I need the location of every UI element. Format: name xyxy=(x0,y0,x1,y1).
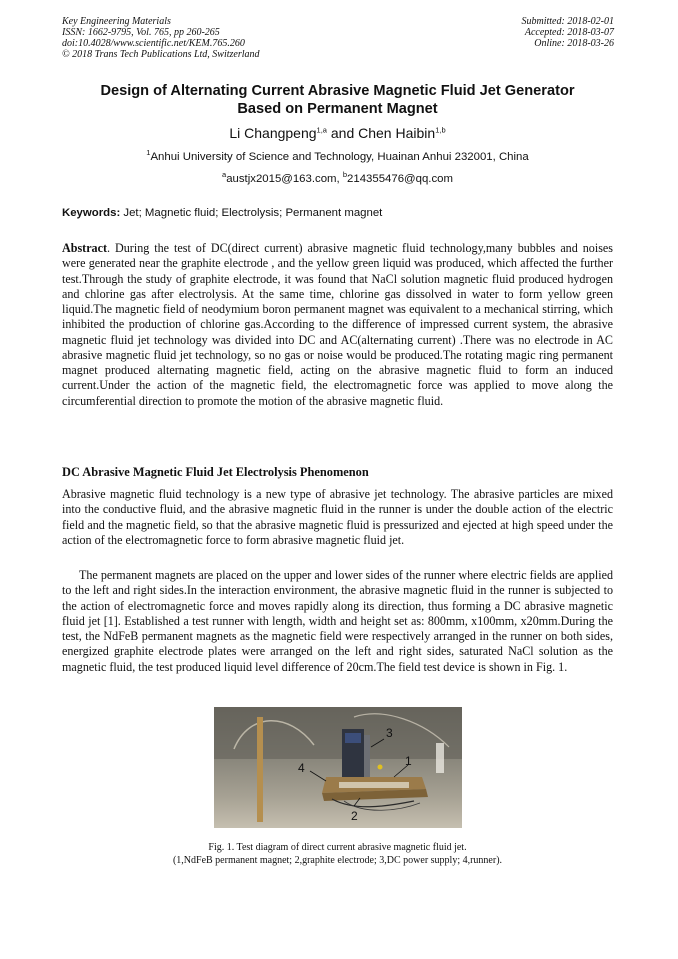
abstract xyxy=(62,241,613,409)
figure-label-1: 1 xyxy=(405,754,412,768)
author-1-sup: 1,a xyxy=(316,125,327,135)
section-paragraph-1: Abrasive magnetic fluid technology is a new type of abrasive jet technology. The abrasive particles are mixed into the conductive fluid, and the abrasive magnetic fluid in the runner is under the double action of the electric field and the magnetic field, so that the abrasive magnetic fluid is pressurized and ejected at high speed under the action of the electromagnetic force to form abrasive magnetic fluid jet. xyxy=(62,487,613,547)
affiliation xyxy=(62,150,613,164)
authors-and: and xyxy=(330,125,355,141)
keywords xyxy=(62,207,613,219)
abstract-text: . During the test of DC(direct current) abrasive magnetic fluid technology,many bubbles and noises were generated near the graphite electrode , and the yellow green liquid was produced, which affected the further test.Through the study of graphite electrode, it was found that NaCl solution magnetic fluid produced hydrogen and chlorine gas after electrolysis. At the same time, chlorine gas dissolved in water to form yellow green liquid.The magnetic field of neodymium boron permanent magnet was equivalent to a mechanical stirring, which inhibited the production of chlorine gas.According to the difference of impressed current system, the abrasive magnetic fluid jet technology was divided into DC and AC(alternating current) .There was no electrode in AC abrasive magnetic fluid jet technology, so no gas or noise would be produced.The rotating magic ring permanent magnet produced alternating magnetic field, acting on the abrasive magnetic fluid to form an induced current.Under the action of the magnetic field, the electromagnetic force was applied to move along the circumferential direction to promote the motion of the abrasive magnetic fluid. xyxy=(62,241,613,408)
accepted-date: Accepted: 2018-03-07 xyxy=(524,27,614,38)
author-2-sup: 1,b xyxy=(435,125,446,135)
submitted-date: Submitted: 2018-02-01 xyxy=(521,16,614,27)
caption-line-1: Fig. 1. Test diagram of direct current abrasive magnetic fluid jet. xyxy=(208,842,467,853)
paper-title xyxy=(62,82,613,118)
journal-doi: doi:10.4028/www.scientific.net/KEM.765.260 xyxy=(62,38,245,49)
section-heading: DC Abrasive Magnetic Fluid Jet Electrolysis Phenomenon xyxy=(62,465,369,479)
email-a-sup: a xyxy=(222,170,227,180)
affiliation-sup: 1 xyxy=(146,148,151,158)
figure-1-caption xyxy=(62,841,613,867)
test-device-illustration xyxy=(214,707,462,828)
section-paragraph-2: The permanent magnets are placed on the upper and lower sides of the runner where electric fields are applied to the left and right sides.In the interaction environment, the abrasive magnetic fluid in the runner is subjected to the action of electromagnetic force and moves rapidly along its direction, thus forming a DC abrasive magnetic fluid jet [1]. Established a test runner with length, width and height set as: 800mm, x100mm, x20mm.During the test, the NdFeB permanent magnets as the magnetic field were respectively arranged in the runner on both sides, energized graphite electrode plates were arranged on the left and right sides, saturated NaCl solution as the magnetic fluid, the test produced liquid level difference of 20cm.The field test device is shown in Fig. 1. xyxy=(62,568,613,674)
journal-copyright: © 2018 Trans Tech Publications Ltd, Switzerland xyxy=(62,49,260,60)
figure-label-3: 3 xyxy=(386,726,393,740)
author-2: Chen Haibin xyxy=(358,125,436,141)
email-a: austjx2015@163.com, xyxy=(226,173,343,185)
author-1: Li Changpeng xyxy=(229,125,317,141)
figure-1-photo xyxy=(214,707,462,828)
journal-issn: ISSN: 1662-9795, Vol. 765, pp 260-265 xyxy=(62,27,220,38)
keywords-text: Jet; Magnetic fluid; Electrolysis; Permanent magnet xyxy=(120,207,383,219)
ndfeb-magnet xyxy=(339,782,409,788)
author-emails xyxy=(62,172,613,186)
journal-info xyxy=(62,16,260,60)
email-b: 214355476@qq.com xyxy=(347,173,453,185)
title-line-1: Design of Alternating Current Abrasive Magnetic Fluid Jet Generator xyxy=(100,83,575,99)
caption-line-2: (1,NdFeB permanent magnet; 2,graphite electrode; 3,DC power supply; 4,runner). xyxy=(172,855,503,866)
figure-label-4: 4 xyxy=(298,761,305,775)
wooden-rod xyxy=(257,717,263,822)
title-line-2: Based on Permanent Magnet xyxy=(237,101,438,117)
authors xyxy=(62,124,613,142)
affiliation-text: Anhui University of Science and Technology, Huainan Anhui 232001, China xyxy=(150,151,529,163)
journal-name: Key Engineering Materials xyxy=(62,16,171,27)
abstract-label: Abstract xyxy=(62,241,108,255)
submission-dates xyxy=(522,16,615,49)
email-b-sup: b xyxy=(342,170,348,180)
online-date: Online: 2018-03-26 xyxy=(534,38,614,49)
figure-label-2: 2 xyxy=(351,809,358,823)
keywords-label: Keywords: xyxy=(62,207,121,219)
